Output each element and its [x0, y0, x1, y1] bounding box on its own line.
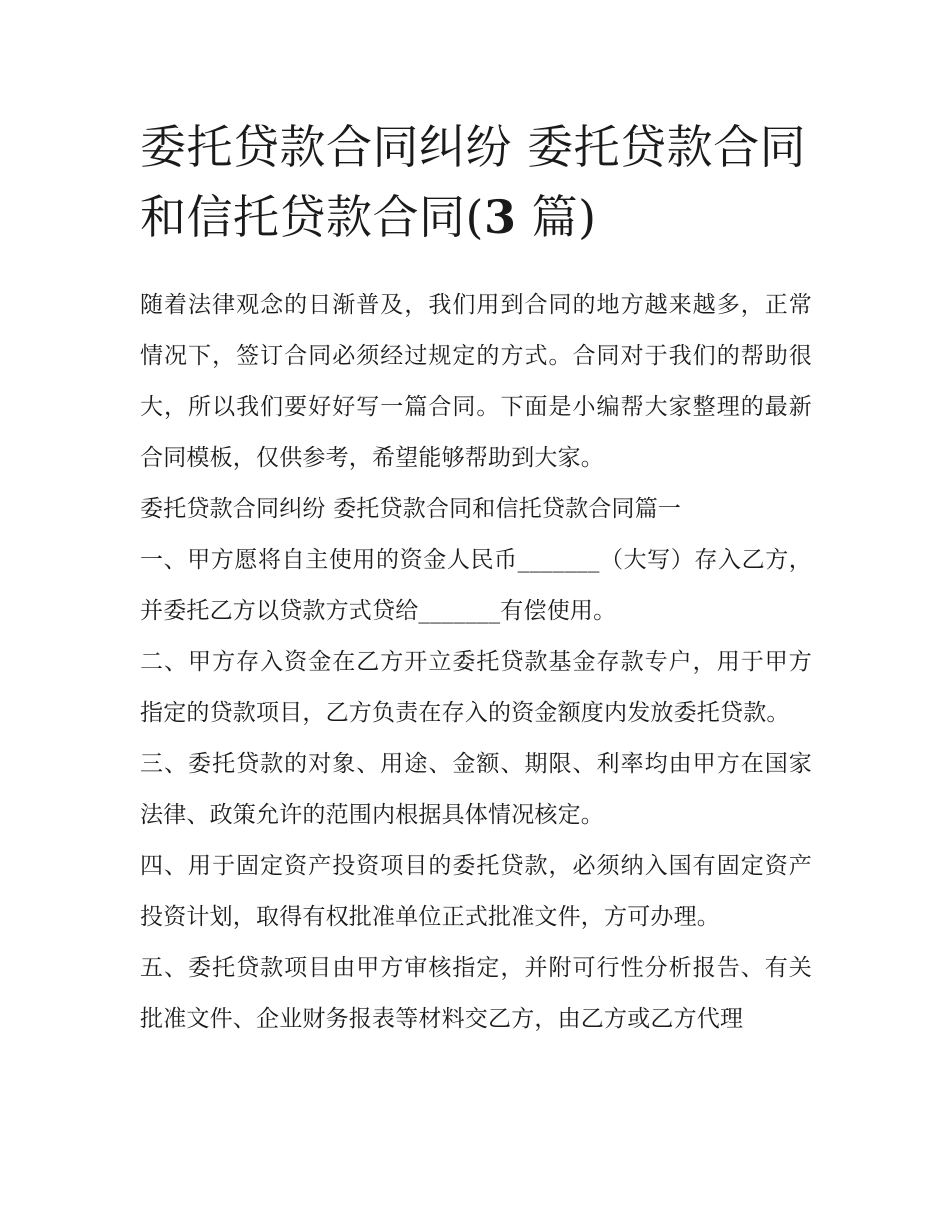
- clause-1: 一、甲方愿将自主使用的资金人民币_______（大写）存入乙方，并委托乙方以贷款方式贷给_______有偿使用。: [140, 547, 812, 624]
- clause-3: 三、委托贷款的对象、用途、金额、期限、利率均由甲方在国家法律、政策允许的范围内根据具体情况核定。: [140, 751, 812, 828]
- clause-5: 五、委托贷款项目由甲方审核指定，并附可行性分析报告、有关批准文件、企业财务报表等材料交乙方，由乙方或乙方代理: [140, 955, 812, 1032]
- title-suffix: 篇): [516, 190, 597, 244]
- title-number: 3: [483, 190, 517, 244]
- document-page: [140, 112, 812, 1045]
- document-title: [140, 112, 812, 252]
- section-heading: 委托贷款合同纠纷 委托贷款合同和信托贷款合同篇一: [140, 496, 682, 522]
- title-text: 委托贷款合同纠纷 委托贷款合同和信托贷款合同(: [140, 120, 807, 244]
- intro-paragraph: 随着法律观念的日渐普及，我们用到合同的地方越来越多，正常情况下，签订合同必须经过规定的方式。合同对于我们的帮助很大，所以我们要好好写一篇合同。下面是小编帮大家整理的最新合同模板，仅供参考，希望能够帮助到大家。: [140, 292, 812, 471]
- clause-2: 二、甲方存入资金在乙方开立委托贷款基金存款专户，用于甲方指定的贷款项目，乙方负责在存入的资金额度内发放委托贷款。: [140, 649, 812, 726]
- clause-4: 四、用于固定资产投资项目的委托贷款，必须纳入国有固定资产投资计划，取得有权批准单位正式批准文件，方可办理。: [140, 853, 812, 930]
